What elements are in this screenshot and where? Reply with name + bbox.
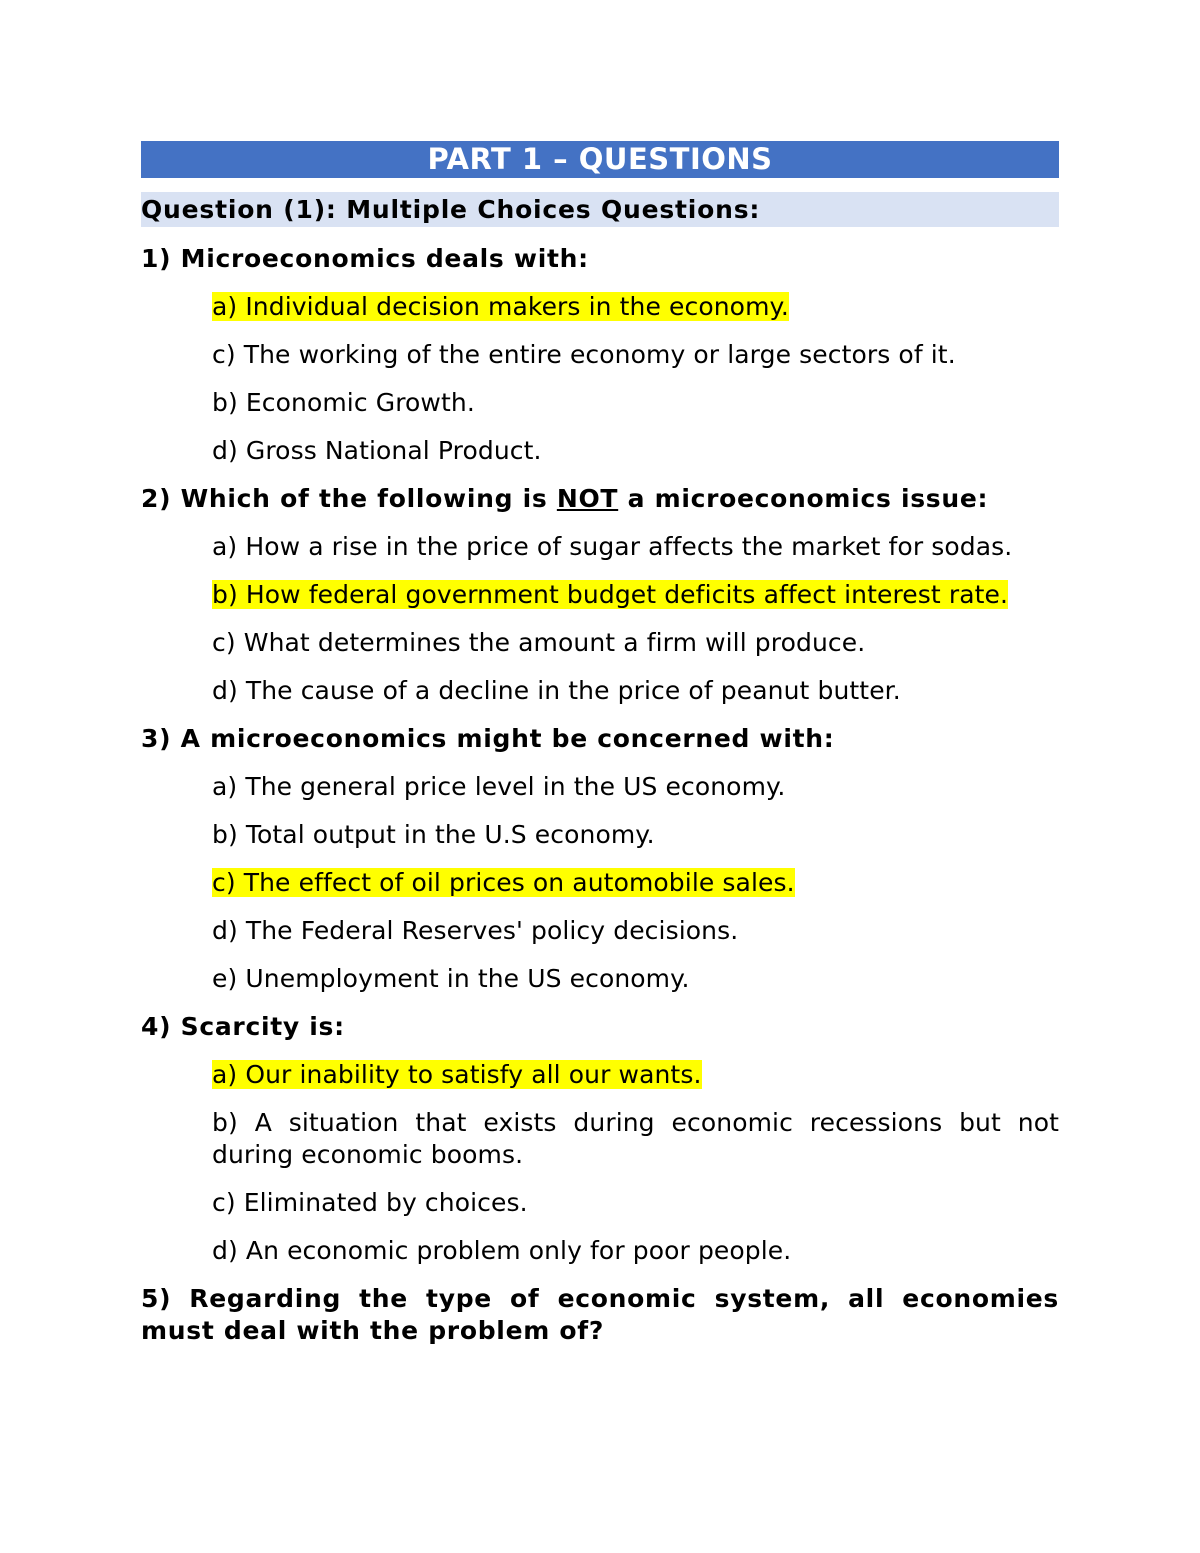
question-5: 5) Regarding the type of economic system, all economies must deal with the problem of? — [141, 1284, 1059, 1345]
question-3-options — [212, 771, 1059, 995]
answer-option: c) The working of the entire economy or large sectors of it. — [212, 340, 956, 369]
question-2-options — [212, 531, 1059, 707]
answer-option: d) Gross National Product. — [212, 436, 542, 465]
part-title: PART 1 – QUESTIONS — [141, 141, 1059, 178]
question-1-options — [212, 291, 1059, 467]
answer-option-highlighted: c) The effect of oil prices on automobile sales. — [212, 868, 795, 897]
question-1: 1) Microeconomics deals with: — [141, 244, 589, 273]
question-2: 2) Which of the following is NOT a microeconomics issue: — [141, 484, 989, 513]
answer-option: a) The general price level in the US economy. — [212, 772, 786, 801]
document-page — [141, 141, 1059, 1347]
answer-option: d) The cause of a decline in the price of peanut butter. — [212, 676, 901, 705]
answer-option-highlighted: a) Individual decision makers in the economy. — [212, 292, 789, 321]
question-3: 3) A microeconomics might be concerned with: — [141, 724, 835, 753]
question-4-options — [212, 1059, 1059, 1267]
answer-option: d) An economic problem only for poor people. — [212, 1236, 792, 1265]
answer-option-highlighted: a) Our inability to satisfy all our wants. — [212, 1060, 702, 1089]
answer-option-highlighted: b) How federal government budget deficits affect interest rate. — [212, 580, 1009, 609]
answer-option: b) A situation that exists during economic recessions but not during economic booms. — [212, 1108, 1059, 1169]
answer-option: a) How a rise in the price of sugar affects the market for sodas. — [212, 532, 1013, 561]
answer-option: c) Eliminated by choices. — [212, 1188, 528, 1217]
answer-option: b) Economic Growth. — [212, 388, 475, 417]
answer-option: e) Unemployment in the US economy. — [212, 964, 690, 993]
question-4: 4) Scarcity is: — [141, 1012, 345, 1041]
answer-option: d) The Federal Reserves' policy decisions. — [212, 916, 739, 945]
section-title: Question (1): Multiple Choices Questions: — [141, 192, 1059, 227]
answer-option: c) What determines the amount a firm will produce. — [212, 628, 866, 657]
emphasis-not: NOT — [556, 484, 619, 513]
answer-option: b) Total output in the U.S economy. — [212, 820, 655, 849]
